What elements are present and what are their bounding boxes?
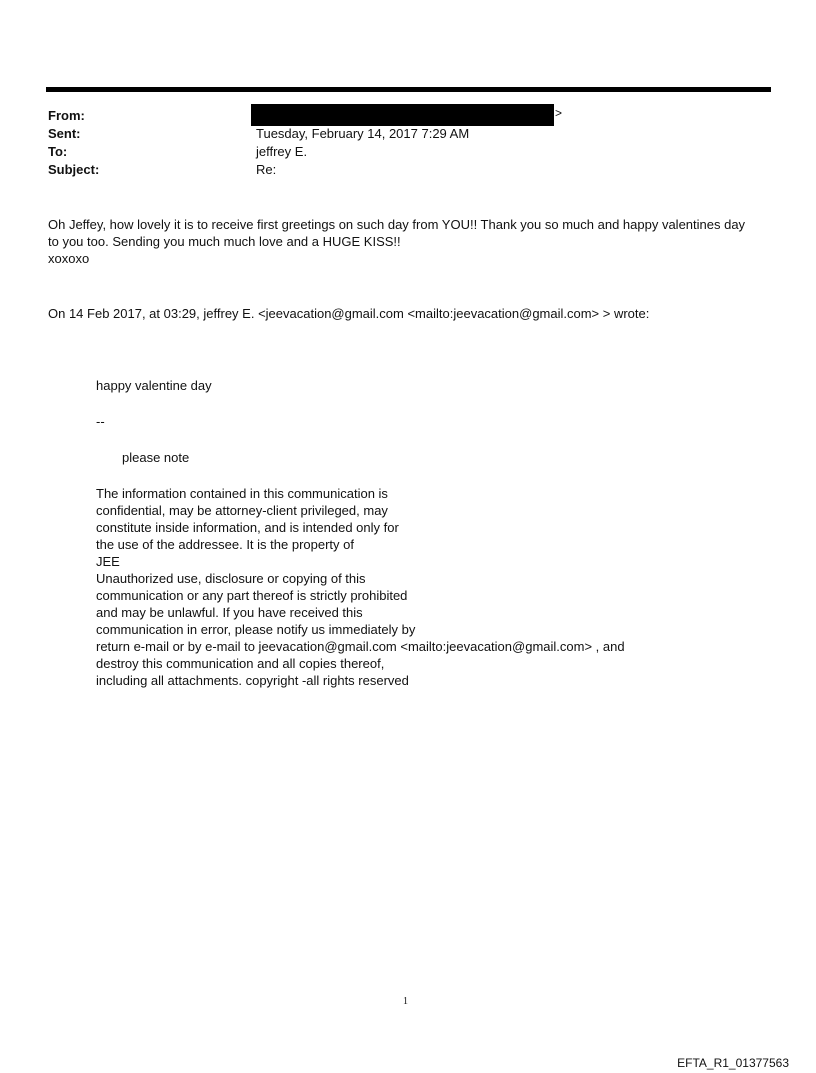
quote-intro: On 14 Feb 2017, at 03:29, jeffrey E. <jeevacation@gmail.com <mailto:jeevacation@gmail.com> > wrote: xyxy=(48,306,650,321)
disclaimer-line: and may be unlawful. If you have received this xyxy=(96,605,363,620)
to-label: To: xyxy=(48,144,68,159)
to-value: jeffrey E. xyxy=(256,144,308,159)
subject-value: Re: xyxy=(256,162,277,177)
reply-line: to you too. Sending you much much love and a HUGE KISS!! xyxy=(48,234,401,249)
disclaimer-line: Unauthorized use, disclosure or copying of this xyxy=(96,571,366,586)
disclaimer-line: JEE xyxy=(96,554,120,569)
quoted-greeting: happy valentine day xyxy=(96,378,212,393)
disclaimer-line: including all attachments. copyright -all rights reserved xyxy=(96,673,409,688)
from-value-tail: > xyxy=(555,106,563,120)
subject-label: Subject: xyxy=(48,162,100,177)
disclaimer-line: communication in error, please notify us immediately by xyxy=(96,622,416,637)
sent-label: Sent: xyxy=(48,126,81,141)
redaction-block xyxy=(251,104,554,126)
disclaimer-line: destroy this communication and all copies thereof, xyxy=(96,656,385,671)
reply-line: Oh Jeffey, how lovely it is to receive first greetings on such day from YOU!! Thank you so much and happy valentines day xyxy=(48,217,746,232)
quoted-separator: -- xyxy=(96,414,105,429)
sent-value: Tuesday, February 14, 2017 7:29 AM xyxy=(256,126,470,141)
disclaimer-line: confidential, may be attorney-client privileged, may xyxy=(96,503,388,518)
disclaimer-line: constitute inside information, and is intended only for xyxy=(96,520,399,535)
reply-line: xoxoxo xyxy=(48,251,90,266)
page-number: 1 xyxy=(403,996,408,1007)
disclaimer-line: return e-mail or by e-mail to jeevacation@gmail.com <mailto:jeevacation@gmail.com> , and xyxy=(96,639,625,654)
top-rule xyxy=(46,87,771,92)
document-id: EFTA_R1_01377563 xyxy=(677,1056,789,1070)
disclaimer-line: The information contained in this communication is xyxy=(96,486,388,501)
disclaimer-line: communication or any part thereof is strictly prohibited xyxy=(96,588,408,603)
note-heading: please note xyxy=(122,450,190,465)
disclaimer-line: the use of the addressee. It is the property of xyxy=(96,537,354,552)
from-label: From: xyxy=(48,108,85,123)
